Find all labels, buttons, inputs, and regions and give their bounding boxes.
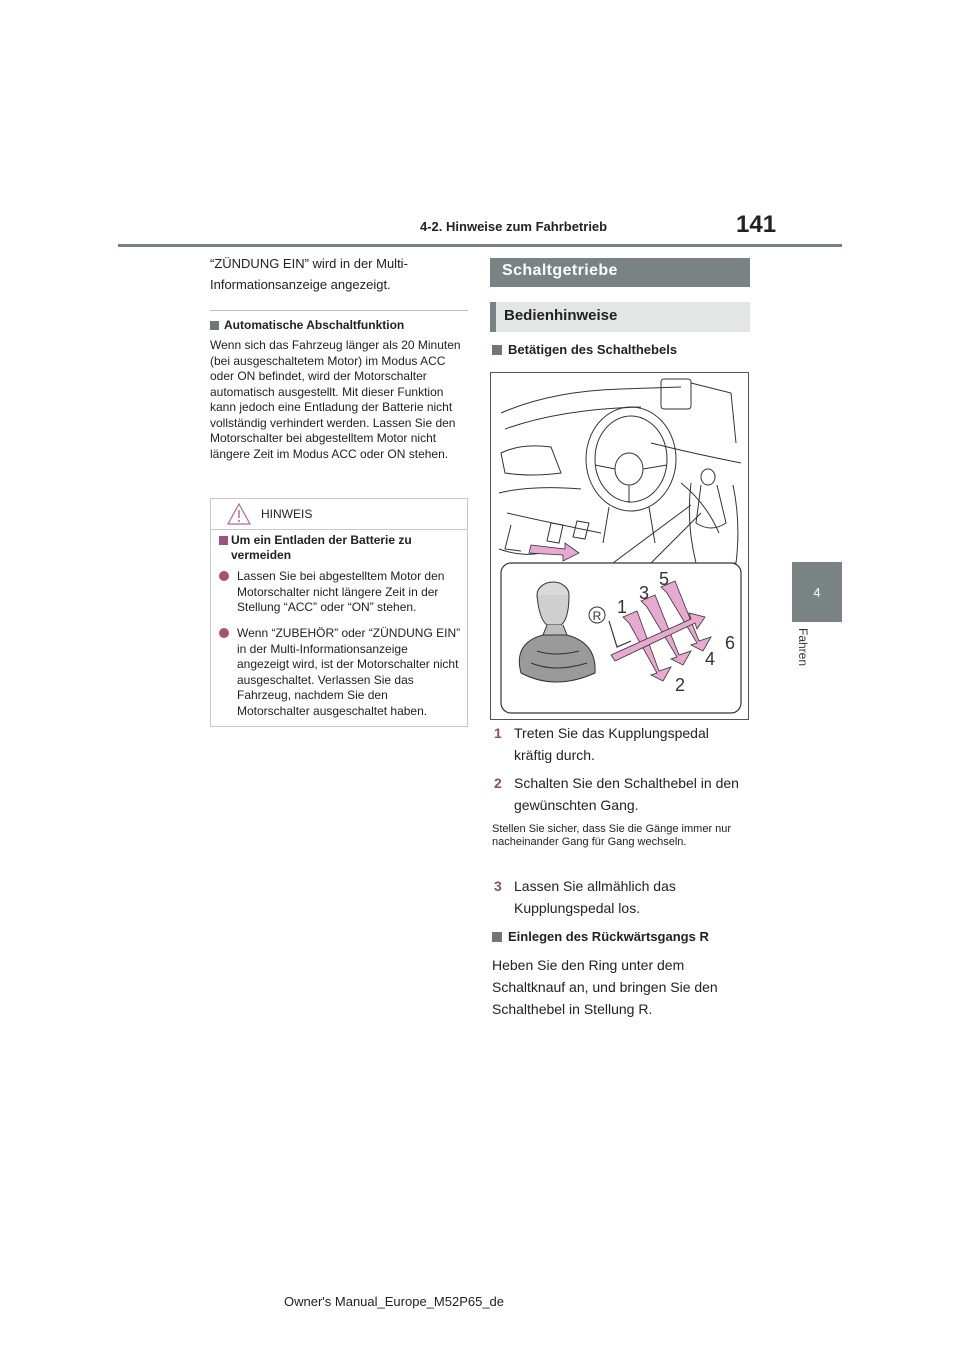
square-bullet-icon (219, 536, 228, 545)
gear-label-3: 3 (639, 583, 650, 603)
reverse-heading (492, 929, 709, 944)
warning-triangle-icon (227, 503, 251, 525)
auto-off-section (210, 318, 470, 462)
notice-item (219, 569, 463, 616)
subsection-bar-title: Bedienhinweise (504, 307, 618, 324)
chapter-tab[interactable] (792, 562, 842, 622)
gear-label-6: 6 (725, 633, 736, 653)
section-bar-title: Schaltgetriebe (502, 262, 618, 279)
shift-heading-text: Betätigen des Schalthebels (508, 342, 678, 357)
shift-heading (492, 342, 677, 357)
notice-item-text: Lassen Sie bei abgestelltem Motor den Motorschalter nicht längere Zeit in der Stellung “ACC” oder “ON” stehen. (237, 569, 445, 614)
subsection-bar (490, 302, 750, 332)
square-bullet-icon (492, 345, 502, 355)
chapter-label: Fahren (796, 628, 810, 667)
gear-label-4: 4 (705, 649, 716, 669)
notice-title: HINWEIS (261, 507, 313, 521)
step-text: Schalten Sie den Schalthebel in den gewünschten Gang. (514, 775, 739, 813)
chapter-number: 4 (813, 584, 821, 600)
step-item (494, 772, 750, 816)
notice-heading-text: Um ein Entladen der Batterie zu vermeiden (231, 533, 412, 562)
intro-text: “ZÜNDUNG EIN” wird in der Multi-Informationsanzeige angezeigt. (210, 256, 408, 292)
step-item (494, 722, 750, 766)
gear-label-1: 1 (617, 597, 628, 617)
square-bullet-icon (210, 321, 219, 330)
notice-item-text: Wenn “ZUBEHÖR” oder “ZÜNDUNG EIN” in der Multi-Informationsanzeige angezeigt wird, ist der Motorschalter nicht ausgeschaltet. Verlassen Sie das Fahrzeug, nachdem Sie den Motorschalter ausgeschaltet haben. (237, 626, 461, 718)
footer-text: Owner's Manual_Europe_M52P65_de (284, 1294, 505, 1309)
divider (210, 310, 468, 311)
notice-heading (219, 533, 463, 563)
step-note: Stellen Sie sicher, dass Sie die Gänge immer nur nacheinander Gang für Gang wechseln. (492, 823, 732, 848)
gear-label-2: 2 (675, 675, 686, 695)
step-number: 3 (494, 878, 502, 894)
page-number: 141 (736, 211, 777, 238)
cockpit-illustration (491, 373, 748, 719)
section-title: 4-2. Hinweise zum Fahrbetrieb (420, 219, 608, 234)
section-bar (490, 258, 750, 287)
auto-off-heading (210, 318, 470, 332)
notice-header (211, 499, 467, 530)
reverse-text: Heben Sie den Ring unter dem Schaltknauf an, und bringen Sie den Schalthebel in Stellung R. (492, 957, 718, 1017)
step-number: 2 (494, 775, 502, 791)
reverse-heading-text: Einlegen des Rückwärtsgangs R (508, 929, 709, 944)
auto-off-heading-text: Automatische Abschaltfunktion (224, 318, 405, 332)
notice-box (210, 498, 468, 727)
step-text: Lassen Sie allmählich das Kupplungspedal los. (514, 878, 676, 916)
circle-bullet-icon (219, 628, 229, 638)
gear-label-r: R (592, 609, 602, 623)
square-bullet-icon (492, 932, 502, 942)
gear-label-5: 5 (659, 569, 670, 589)
step-text: Treten Sie das Kupplungspedal kräftig durch. (514, 725, 709, 763)
notice-item (219, 626, 463, 719)
gear-shift-illustration (490, 372, 749, 720)
step-item (494, 875, 750, 919)
step-number: 1 (494, 725, 502, 741)
header-rule (118, 244, 842, 247)
circle-bullet-icon (219, 571, 229, 581)
auto-off-text: Wenn sich das Fahrzeug länger als 20 Minuten (bei ausgeschaltetem Motor) im Modus ACC oder ON befindet, wird der Motorschalter automatisch ausgestellt. Mit dieser Funktion kann jedoch eine Entladung der Batterie nicht vollständig verhindert werden. Lassen Sie den Motorschalter bei abgestelltem Motor nicht längere Zeit im Modus ACC oder ON stehen. (210, 338, 461, 461)
